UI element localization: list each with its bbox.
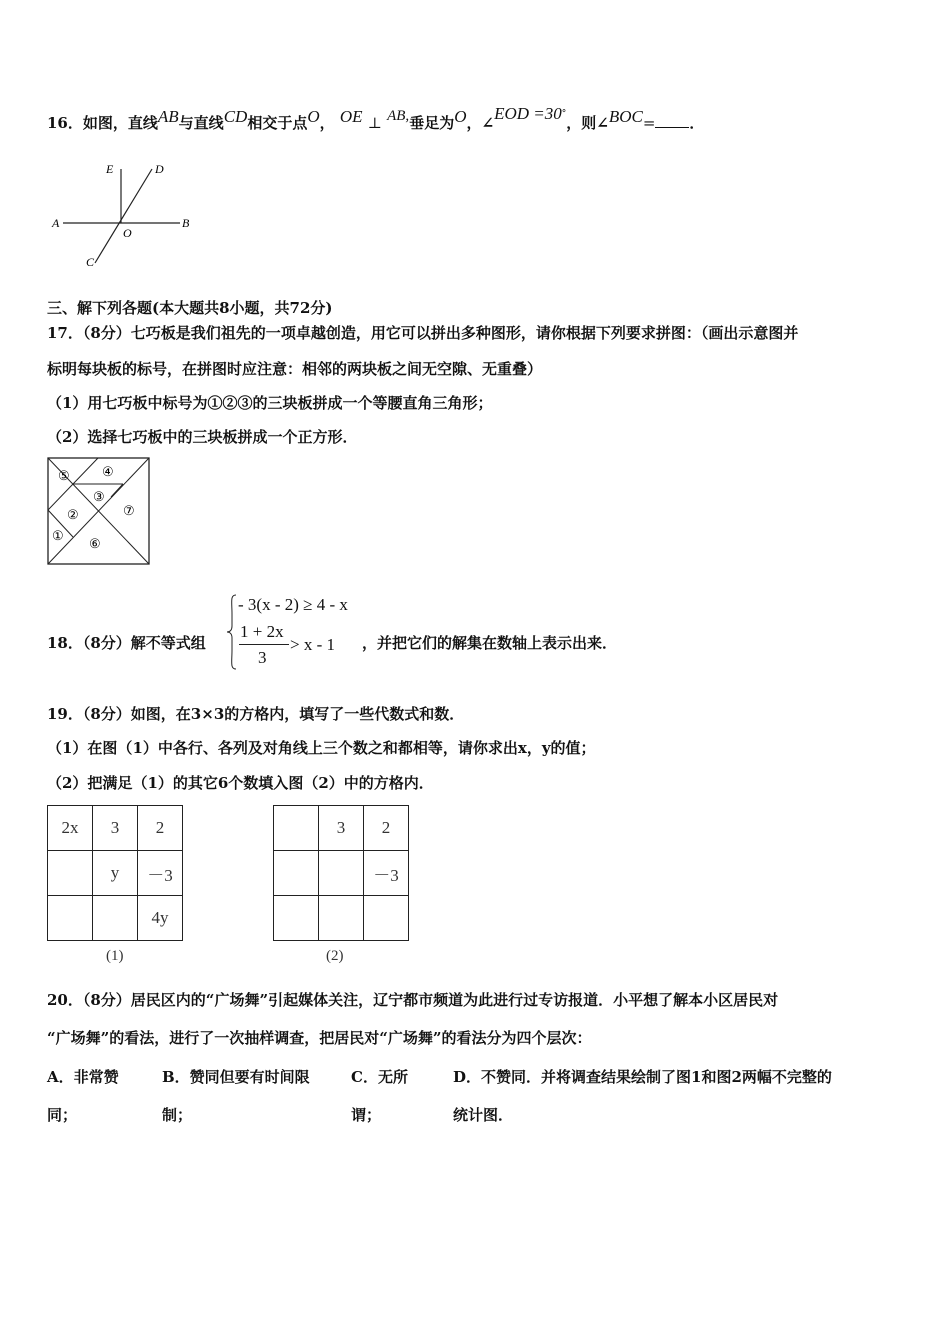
piece-3: ③ <box>93 490 105 505</box>
option-d: D．不赞同．并将调查结果绘制了图1和图2两幅不完整的 统计图． <box>453 1068 832 1124</box>
grid2-cell <box>274 806 319 851</box>
piece-6: ⑥ <box>89 537 101 552</box>
q18-suffix: ，并把它们的解集在数轴上表示出来． <box>362 634 618 652</box>
label-o: O <box>123 226 132 240</box>
answer-blank <box>655 113 689 128</box>
grid1-cell <box>48 896 93 941</box>
inequality-2-rest: > x - 1 <box>290 635 335 654</box>
grid2-cell: 2 <box>364 806 409 851</box>
q16-text: 16．如图，直线AB与直线CD相交于点O， OE ⊥ AB,垂足为O，∠EOD =30°，则∠BOC= ． <box>47 104 705 132</box>
grid2-cell <box>319 851 364 896</box>
line-cd <box>95 169 152 263</box>
piece-1: ① <box>52 529 64 544</box>
q20-line2: “广场舞”的看法，进行了一次抽样调查，把居民对“广场舞”的看法分为四个层次： <box>47 1029 592 1047</box>
q17-sub1: （1）用七巧板中标号为①②③的三块板拼成一个等腰直角三角形； <box>47 394 493 412</box>
piece-2: ② <box>67 508 79 523</box>
grid2-cell <box>274 896 319 941</box>
grid2-cell: －3 <box>364 851 409 896</box>
label-e: E <box>106 162 114 176</box>
section-title: 三、解下列各题(本大题共8小题，共72分) <box>47 299 333 317</box>
label-b: B <box>182 216 190 230</box>
option-b: B．赞同但要有时间限 制； <box>162 1068 310 1124</box>
fraction-bar <box>239 644 289 645</box>
option-c: C．无所 谓； <box>351 1068 408 1124</box>
grid2-caption: (2) <box>326 948 344 964</box>
q17-sub2: （2）选择七巧板中的三块板拼成一个正方形． <box>47 428 358 446</box>
q19-sub1: （1）在图（1）中各行、各列及对角线上三个数之和都相等，请你求出x，y的值； <box>47 739 596 757</box>
inequality-2-frac-den: 3 <box>258 648 267 667</box>
grid1-caption: (1) <box>106 948 124 964</box>
grid1-cell: 4y <box>138 896 183 941</box>
grid1-cell: 2 <box>138 806 183 851</box>
grid2-cell <box>274 851 319 896</box>
grid2-cell: 3 <box>319 806 364 851</box>
magic-square-1 <box>47 805 183 941</box>
grid1-cell: 2x <box>48 806 93 851</box>
system-brace <box>226 594 238 670</box>
tangram-line <box>111 484 123 497</box>
grid1-cell: 3 <box>93 806 138 851</box>
option-a: A．非常赞 同； <box>47 1068 119 1124</box>
label-d: D <box>155 162 164 176</box>
q18-prefix: 18．（8分）解不等式组 <box>47 634 206 652</box>
inequality-2-frac-num: 1 + 2x <box>240 622 284 641</box>
grid2-cell <box>364 896 409 941</box>
label-c: C <box>86 255 95 269</box>
q19-sub2: （2）把满足（1）的其它6个数填入图（2）中的方格内． <box>47 774 434 792</box>
grid1-cell <box>93 896 138 941</box>
tangram-figure <box>47 457 151 567</box>
piece-4: ④ <box>102 465 114 480</box>
q19-line1: 19．（8分）如图，在3×3的方格内，填写了一些代数式和数． <box>47 705 465 723</box>
grid1-cell: y <box>93 851 138 896</box>
q20-line1: 20．（8分）居民区内的“广场舞”引起媒体关注，辽宁都市频道为此进行过专访报道．小平想了解本小区居民对 <box>47 991 779 1009</box>
q16-figure <box>45 155 205 275</box>
piece-7: ⑦ <box>123 504 135 519</box>
q17-line1: 17．（8分）七巧板是我们祖先的一项卓越创造，用它可以拼出多种图形，请你根据下列要求拼图：（画出示意图并 <box>47 324 799 342</box>
grid1-cell: －3 <box>138 851 183 896</box>
inequality-1: - 3(x - 2) ≥ 4 - x <box>238 595 348 614</box>
magic-square-2 <box>273 805 409 941</box>
piece-5: ⑤ <box>58 469 70 484</box>
label-a: A <box>52 216 60 230</box>
q17-line2: 标明每块板的标号，在拼图时应注意：相邻的两块板之间无空隙、无重叠） <box>47 360 543 378</box>
grid2-cell <box>319 896 364 941</box>
grid1-cell <box>48 851 93 896</box>
